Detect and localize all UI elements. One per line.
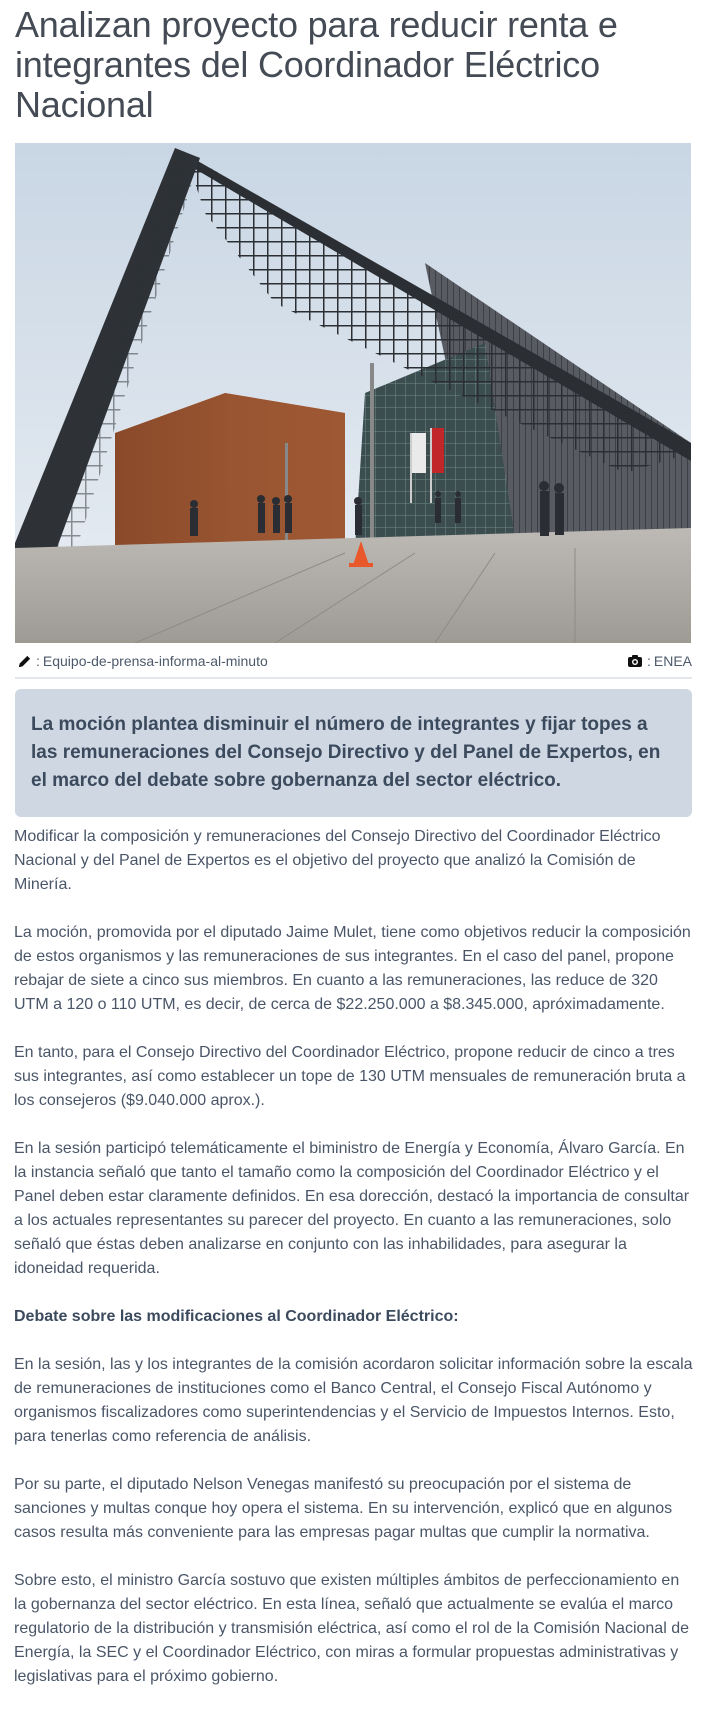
article-headline: Analizan proyecto para reducir renta e integrantes del Coordinador Eléctrico Nacional xyxy=(15,4,618,125)
photo-credit xyxy=(626,653,692,669)
article-photo[interactable] xyxy=(15,143,691,643)
article-summary: La moción plantea disminuir el número de integrantes y fijar topes a las remuneraciones del Consejo Directivo y del Panel de Expertos, en el marco del debate sobre gobernanza del sector eléctrico. xyxy=(15,689,692,817)
body-paragraph: En tanto, para el Consejo Directivo del Coordinador Eléctrico, propone reducir de cinco a tres sus integrantes, así como establecer un tope de 130 UTM mensuales de remuneración bruta a los consejeros ($9.040.000 aprox.). xyxy=(14,1044,686,1109)
body-paragraph: La moción, promovida por el diputado Jaime Mulet, tiene como objetivos reducir la composición de estos organismos y las remuneraciones de sus integrantes. En el caso del panel, propone rebajar de siete a cinco sus miembros. En cuanto a las remuneraciones, las reduce de 320 UTM a 120 o 110 UTM, es decir, de cerca de $22.250.000 a $8.345.000, apróximadamente. xyxy=(14,924,691,1013)
article-body xyxy=(0,817,707,1689)
credit-separator: : xyxy=(646,653,651,669)
body-paragraph: Por su parte, el diputado Nelson Venegas manifestó su preocupación por el sistema de sanciones y multas conque hoy opera el sistema. En su intervención, explicó que en algunos casos resulta más conveniente para las empresas pagar multas que cumplir la normativa. xyxy=(14,1476,673,1541)
pencil-icon xyxy=(15,653,33,669)
author-credit[interactable] xyxy=(15,653,268,669)
body-paragraph: Sobre esto, el ministro García sostuvo que existen múltiples ámbitos de perfeccionamiento en la gobernanza del sector eléctrico. En esta línea, señaló que actualmente se evalúa el marco regulatorio de la distribución y transmisión eléctrica, así como el rol de la Comisión Nacional de Energía, la SEC y el Coordinador Eléctrico, con miras a formular propuestas administrativas y legislativas para el próximo gobierno. xyxy=(14,1572,689,1685)
photo-source: ENEA xyxy=(653,653,692,669)
body-paragraph: Modificar la composición y remuneraciones del Consejo Directivo del Coordinador Eléctrico Nacional y del Panel de Expertos es el objetivo del proyecto que analizó la Comisión de Minería. xyxy=(14,828,661,893)
body-paragraph: En la sesión, las y los integrantes de la comisión acordaron solicitar información sobre la escala de remuneraciones de instituciones como el Banco Central, el Consejo Fiscal Autónomo y organismos fiscalizadores como superintendencias y el Servicio de Impuestos Internos. Esto, para tenerlas como referencia de análisis. xyxy=(14,1356,693,1445)
section-subheading: Debate sobre las modificaciones al Coordinador Eléctrico: xyxy=(14,1308,459,1325)
author-name[interactable]: Equipo-de-prensa-informa-al-minuto xyxy=(42,653,268,669)
photo-credits xyxy=(15,643,692,679)
body-paragraph: En la sesión participó telemáticamente el biministro de Energía y Economía, Álvaro García. En la instancia señaló que tanto el tamaño como la composición del Coordinador Eléctrico y el Panel deben estar claramente definidos. En esa dorección, destacó la importancia de consultar a los actuales representantes su parecer del proyecto. En cuanto a las remuneraciones, solo señaló que éstas deben analizarse en conjunto con las inhabilidades, para asegurar la idoneidad requerida. xyxy=(14,1140,690,1277)
camera-icon xyxy=(626,653,644,669)
credit-separator: : xyxy=(36,653,40,669)
